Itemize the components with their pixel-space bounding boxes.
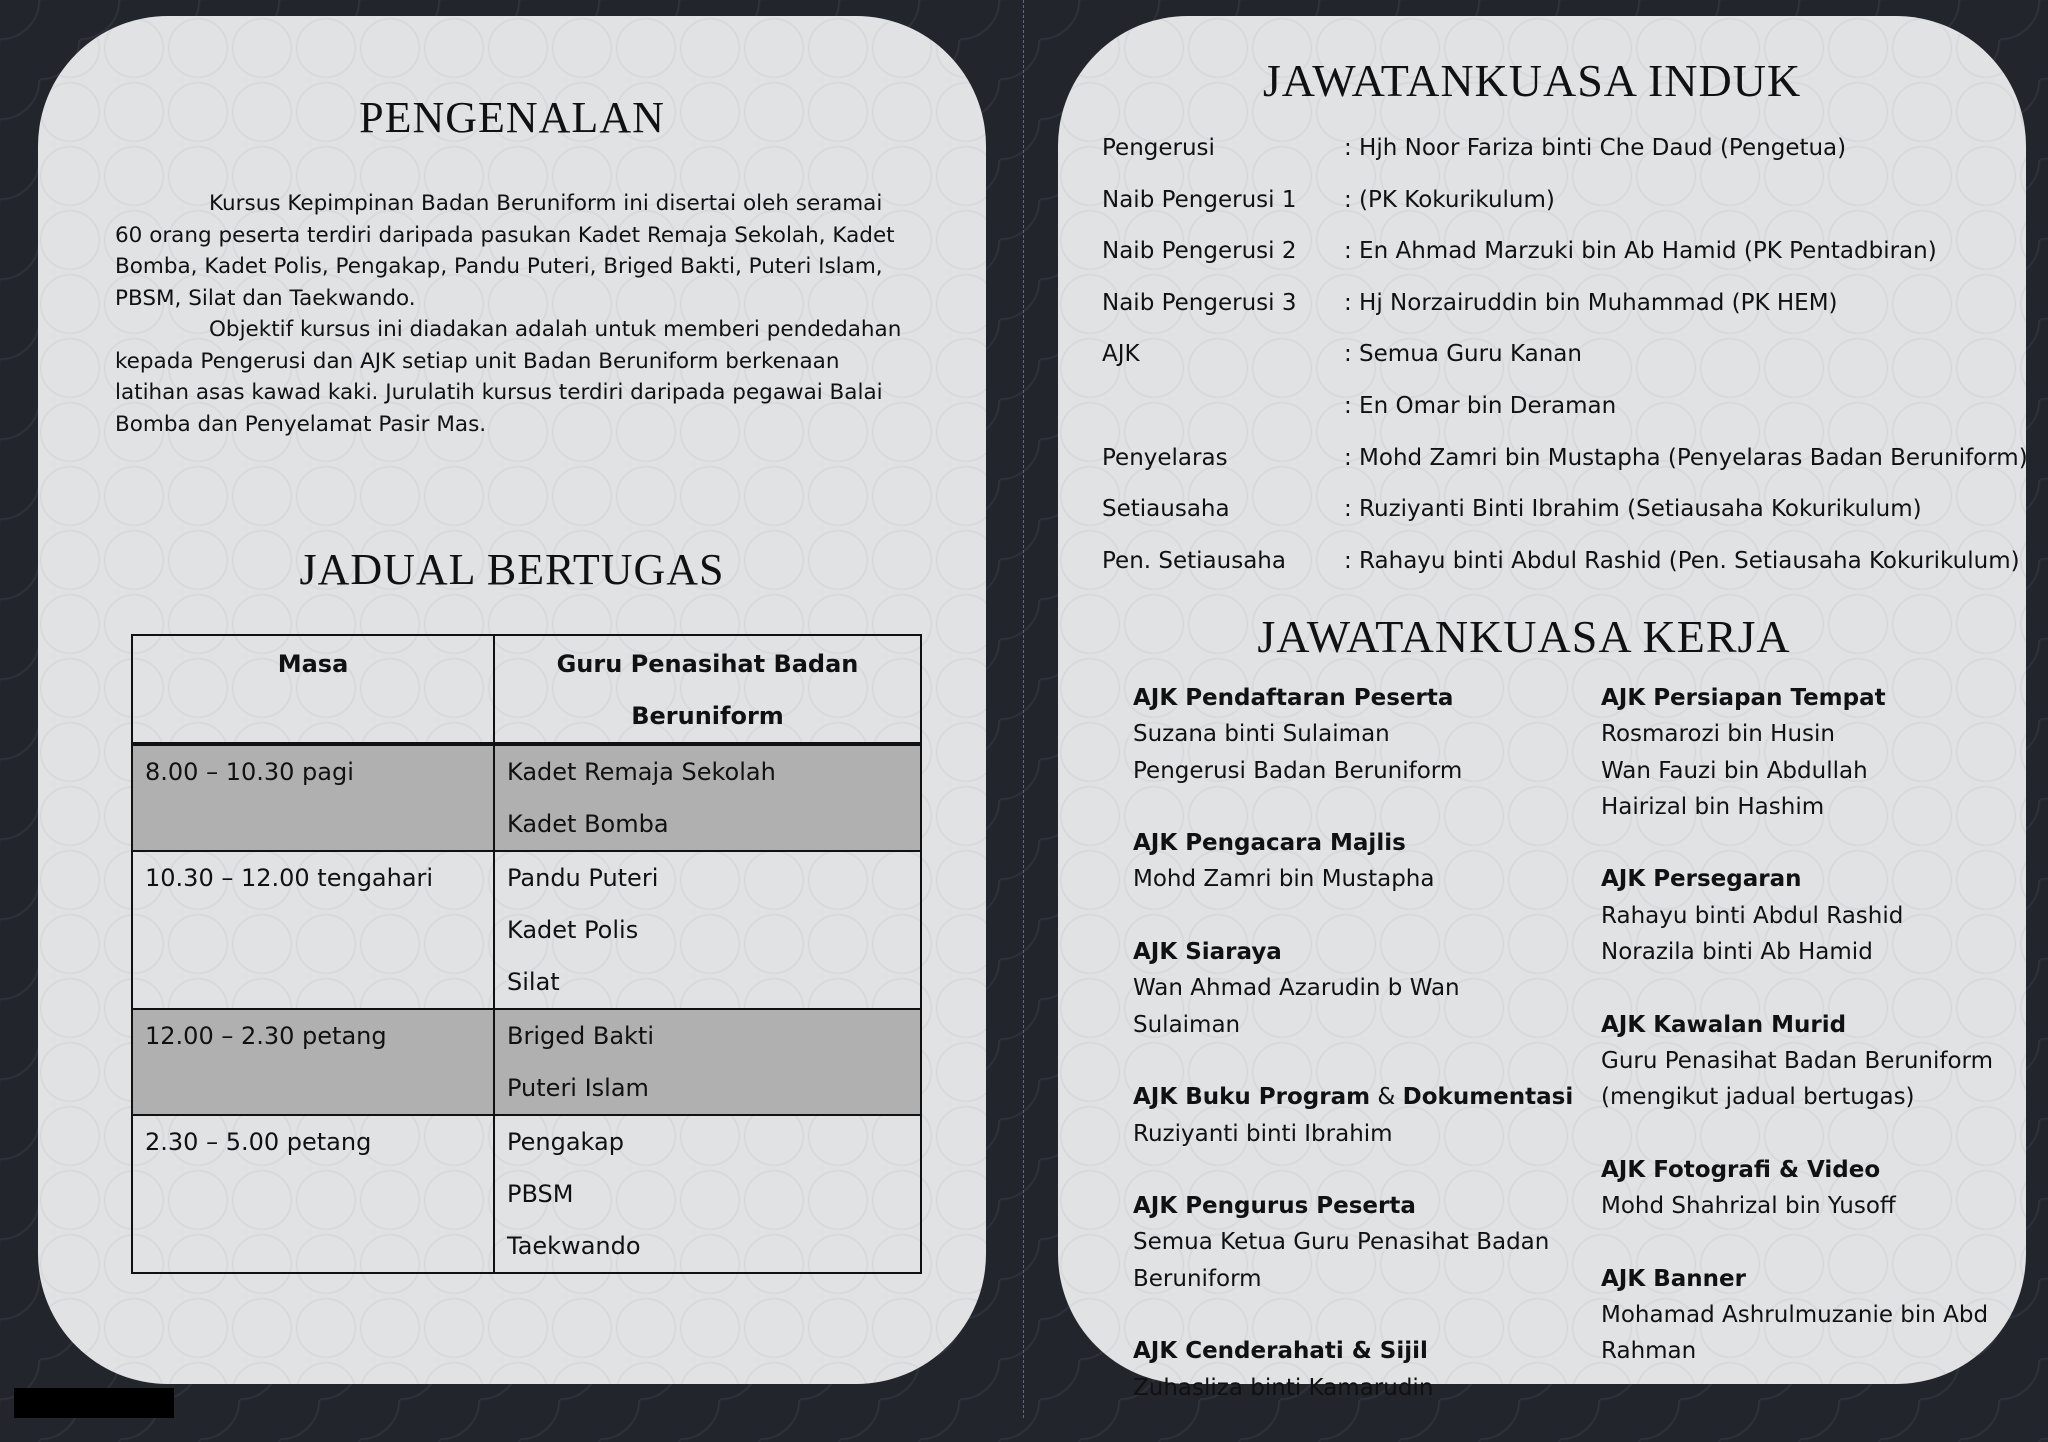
kerja-member: Semua Ketua Guru Penasihat Badan [1133,1229,1550,1256]
schedule-header-row [132,635,921,744]
schedule-time-cell [132,744,494,851]
schedule-time: 2.30 – 5.00 petang [145,1128,372,1156]
induk-role: AJK [1102,341,1140,368]
kerja-member: Rosmarozi bin Husin [1601,721,1835,748]
schedule-time: 12.00 – 2.30 petang [145,1022,387,1050]
kerja-group-title: AJK Persegaran [1601,866,1802,893]
intro-paragraph: Objektif kursus ini diadakan adalah untuk memberi pendedahan kepada Pengerusi dan AJK setiap unit Badan Beruniform berkenaan latihan asas kawad kaki. Jurulatih kursus terdiri daripada pegawai Balai Bomba dan Penyelamat Pasir Mas. [115,317,902,437]
schedule-units-cell [494,744,921,851]
kerja-member: Pengerusi Badan Beruniform [1133,757,1463,784]
kerja-group [1133,1188,1573,1297]
schedule-unit: Kadet Remaja Sekolah [507,758,776,786]
kerja-group [1133,934,1573,1043]
kerja-group-title: AJK Cenderahati & Sijil [1133,1338,1428,1365]
kerja-group [1601,1152,2001,1225]
schedule-units-cell [494,1115,921,1273]
schedule-row [132,1009,921,1115]
induk-title: JAWATANKUASA INDUK [1262,55,1802,106]
induk-name: : Rahayu binti Abdul Rashid (Pen. Setiausaha Kokurikulum) [1344,547,2020,574]
induk-role: Penyelaras [1102,444,1228,471]
schedule-unit: Briged Bakti [507,1022,655,1050]
induk-role: Pen. Setiausaha [1102,547,1286,574]
kerja-group [1601,1261,2001,1370]
schedule-units-cell [494,1009,921,1115]
schedule-table [131,634,922,1274]
induk-role: Naib Pengerusi 3 [1102,289,1297,316]
schedule-unit: Kadet Polis [507,916,639,944]
schedule-unit: PBSM [507,1180,574,1208]
schedule-units-cell [494,851,921,1009]
kerja-member: Suzana binti Sulaiman [1133,721,1390,748]
kerja-title-part: Dokumentasi [1402,1084,1574,1111]
header-masa: Masa [132,635,494,744]
schedule-unit: Puteri Islam [507,1074,649,1102]
induk-role: Pengerusi [1102,135,1215,161]
induk-row [1102,231,2002,283]
induk-row [1102,283,2002,335]
induk-name: : Mohd Zamri bin Mustapha (Penyelaras Badan Beruniform) [1344,444,2028,471]
kerja-title-ampersand: & [1370,1084,1403,1111]
intro-title: PENGENALAN [359,93,665,142]
kerja-group-title: AJK Persiapan Tempat [1601,685,1886,711]
kerja-member: Rahman [1601,1338,1697,1365]
kerja-group-title: AJK Pengacara Majlis [1133,830,1406,857]
kerja-group [1601,861,2001,970]
kerja-member: (mengikut jadual bertugas) [1601,1084,1915,1111]
kerja-member: Wan Ahmad Azarudin b Wan Sulaiman [1133,975,1460,1038]
kerja-right-column [1601,680,2001,1406]
kerja-member: Guru Penasihat Badan Beruniform [1601,1047,1993,1074]
schedule-time: 10.30 – 12.00 tengahari [145,864,434,892]
kerja-member: Beruniform [1133,1265,1262,1292]
schedule-row [132,1115,921,1273]
kerja-group [1601,1007,2001,1116]
induk-row [1102,489,2002,541]
induk-name: : En Omar bin Deraman [1344,393,1617,419]
kerja-group-title: AJK Pengurus Peserta [1133,1193,1416,1220]
induk-row [1102,180,2002,232]
induk-name: : (PK Kokurikulum) [1344,186,1555,213]
kerja-left-column [1133,680,1573,1442]
induk-name: : Hj Norzairuddin bin Muhammad (PK HEM) [1344,289,1838,316]
induk-role: Naib Pengerusi 1 [1102,186,1297,213]
header-guru: Guru Penasihat Badan Beruniform [494,635,921,744]
induk-role: Naib Pengerusi 2 [1102,238,1297,265]
page-fold-line [1023,0,1024,1418]
induk-row [1102,334,2002,386]
kerja-group-title: AJK Kawalan Murid [1601,1011,1847,1038]
kerja-member: Rahayu binti Abdul Rashid [1601,902,1904,929]
induk-role: Setiausaha [1102,496,1230,523]
kerja-member: Mohamad Ashrulmuzanie bin Abd [1601,1302,1989,1329]
schedule-time-cell [132,1115,494,1273]
kerja-member: Ruziyanti binti Ibrahim [1133,1120,1393,1147]
intro-paragraph: Kursus Kepimpinan Badan Beruniform ini disertai oleh seramai 60 orang peserta terdiri daripada pasukan Kadet Remaja Sekolah, Kadet Bomba, Kadet Polis, Pengakap, Pandu Puteri, Briged Bakti, Puteri Islam, PBSM, Silat dan Taekwando. [115,191,895,311]
kerja-title: JAWATANKUASA KERJA [1257,611,1791,662]
kerja-title-part: AJK Buku Program [1133,1084,1371,1111]
kerja-group [1133,825,1573,898]
schedule-row [132,851,921,1009]
schedule-title: JADUAL BERTUGAS [299,545,725,594]
schedule-unit: Silat [507,968,560,996]
kerja-group-title: AJK Fotografi & Video [1601,1156,1881,1183]
induk-row [1102,128,2002,180]
schedule-time-cell [132,851,494,1009]
kerja-member: Mohd Zamri bin Mustapha [1133,866,1435,893]
induk-list [1102,128,2028,608]
schedule-unit: Kadet Bomba [507,810,669,838]
kerja-group-title: AJK Banner [1601,1265,1746,1292]
schedule-unit: Pandu Puteri [507,864,659,892]
induk-row [1102,438,2028,490]
induk-name: : Ruziyanti Binti Ibrahim (Setiausaha Kokurikulum) [1344,496,1922,523]
schedule-time: 8.00 – 10.30 pagi [145,758,354,786]
kerja-member: Zuhasliza binti Kamarudin [1133,1374,1434,1401]
kerja-member: Hairizal bin Hashim [1601,793,1825,820]
corner-block [14,1388,174,1418]
kerja-group-title [1133,1079,1573,1115]
schedule-unit: Pengakap [507,1128,624,1156]
kerja-group [1133,1079,1573,1152]
kerja-group-title: AJK Pendaftaran Peserta [1133,685,1454,711]
kerja-member: Mohd Shahrizal bin Yusoff [1601,1193,1896,1220]
induk-row [1102,541,2020,593]
induk-name: : Semua Guru Kanan [1344,341,1582,368]
kerja-group-title: AJK Siaraya [1133,939,1282,966]
induk-name: : Hjh Noor Fariza binti Che Daud (Pengetua) [1344,135,1847,161]
schedule-row [132,744,921,851]
kerja-group [1133,680,1573,789]
induk-row [1102,386,2002,438]
schedule-time-cell [132,1009,494,1115]
schedule-unit: Taekwando [507,1232,641,1260]
kerja-group [1601,680,2001,825]
intro-text [115,188,915,440]
kerja-member: Norazila binti Ab Hamid [1601,939,1873,966]
induk-name: : En Ahmad Marzuki bin Ab Hamid (PK Pentadbiran) [1344,238,1937,265]
kerja-member: Wan Fauzi bin Abdullah [1601,757,1868,784]
kerja-group [1133,1333,1573,1406]
